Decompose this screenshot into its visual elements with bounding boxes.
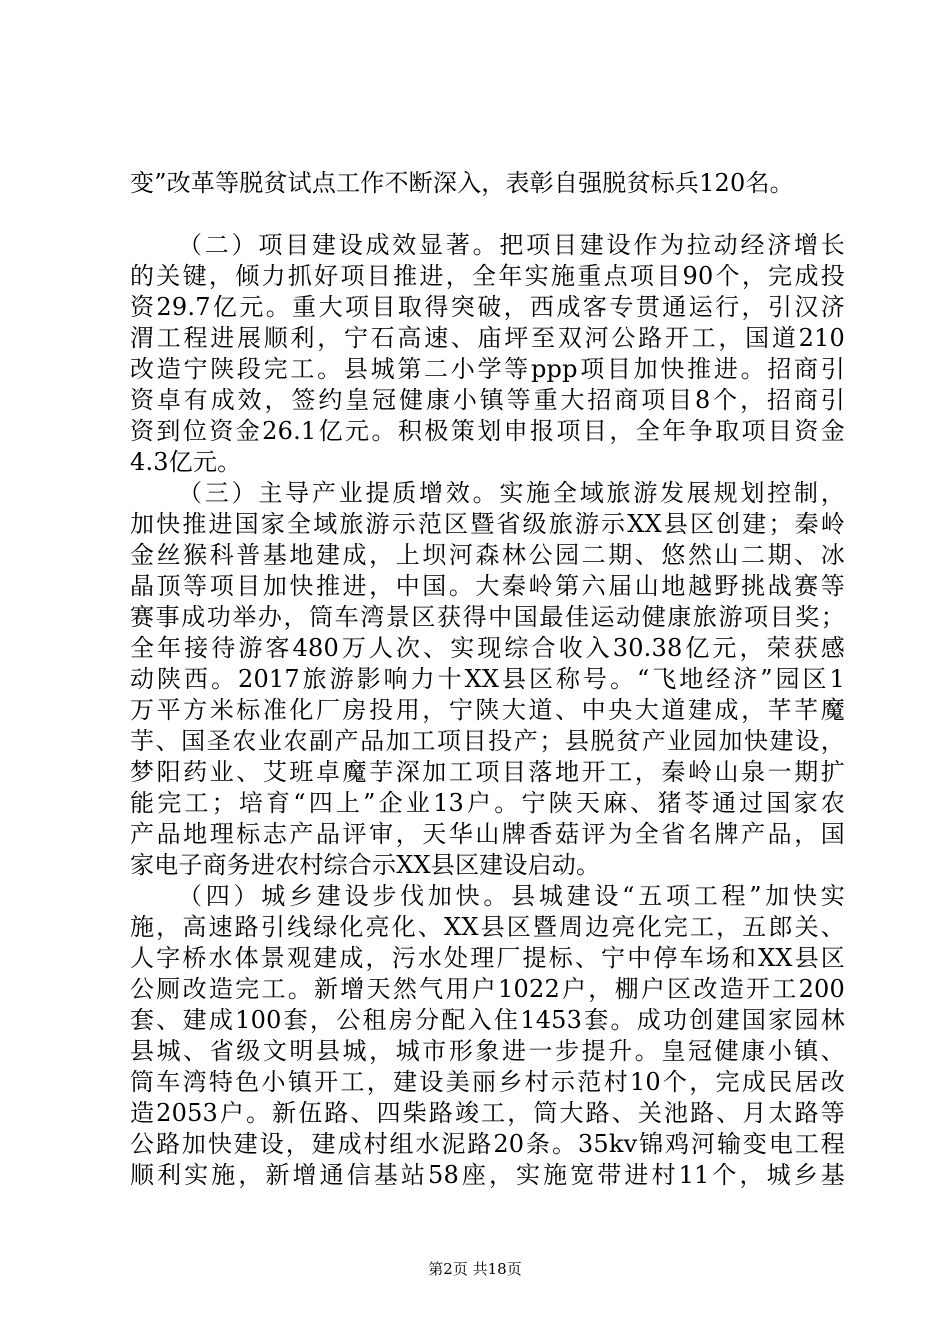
paragraph-project-construction — [130, 230, 845, 478]
text-line: 资到位资金26.1亿元。积极策划申报项目，全年争取项目资金 — [130, 417, 845, 445]
text-line: 动陕西。2017旅游影响力十XX县区称号。“飞地经济”园区1 — [130, 665, 845, 693]
text-line: 的关键，倾力抓好项目推进，全年实施重点项目90个，完成投 — [130, 262, 845, 290]
text-line: 4.3亿元。 — [130, 448, 242, 476]
text-line: （二）项目建设成效显著。把项目建设作为拉动经济增长 — [178, 231, 845, 259]
paragraph-gap — [130, 199, 845, 230]
paragraph-urban-rural-construction — [130, 881, 845, 1191]
text-line: （三）主导产业提质增效。实施全域旅游发展规划控制， — [178, 479, 845, 507]
text-line: 芋、国圣农业农副产品加工项目投产；县脱贫产业园加快建设， — [130, 727, 845, 755]
text-line: 县城、省级文明县城，城市形象进一步提升。皇冠健康小镇、 — [130, 1037, 845, 1065]
text-line: 造2053户。新伍路、四柴路竣工，筒大路、关池路、月太路等 — [130, 1099, 845, 1127]
text-line: 人字桥水体景观建成，污水处理厂提标、宁中停车场和XX县区 — [130, 944, 845, 972]
text-line: 产品地理标志产品评审，天华山牌香菇评为全省名牌产品，国 — [130, 820, 845, 848]
text-line: 晶顶等项目加快推进，中国。大秦岭第六届山地越野挑战赛等 — [130, 572, 845, 600]
text-line: 顺利实施，新增通信基站58座，实施宽带进村11个，城乡基 — [130, 1161, 845, 1189]
text-line: 能完工；培育“四上”企业13户。宁陕天麻、猪苓通过国家农 — [130, 789, 845, 817]
document-body — [130, 168, 845, 1191]
text-line: 梦阳药业、艾班卓魔芋深加工项目落地开工，秦岭山泉一期扩 — [130, 758, 845, 786]
text-line: 资29.7亿元。重大项目取得突破，西成客专贯通运行，引汉济 — [130, 293, 845, 321]
text-line: （四）城乡建设步伐加快。县城建设“五项工程”加快实 — [178, 882, 845, 910]
text-line: 公路加快建设，建成村组水泥路20条。35kv锦鸡河输变电工程 — [130, 1130, 845, 1158]
text-line: 金丝猴科普基地建成，上坝河森林公园二期、悠然山二期、冰 — [130, 541, 845, 569]
paragraph-leading-industries — [130, 478, 845, 881]
text-line: 赛事成功举办，筒车湾景区获得中国最佳运动健康旅游项目奖； — [130, 603, 845, 631]
text-line: 全年接待游客480万人次、实现综合收入30.38亿元，荣获感 — [130, 634, 845, 662]
text-line: 施，高速路引线绿化亮化、XX县区暨周边亮化完工，五郎关、 — [130, 913, 845, 941]
text-line: 公厕改造完工。新增天然气用户1022户，棚户区改造开工200 — [130, 975, 845, 1003]
text-line: 套、建成100套，公租房分配入住1453套。成功创建国家园林 — [130, 1006, 845, 1034]
text-line: 筒车湾特色小镇开工，建设美丽乡村示范村10个，完成民居改 — [130, 1068, 845, 1096]
text-line: 渭工程进展顺利，宁石高速、庙坪至双河公路开工，国道210 — [130, 324, 845, 352]
text-line: 改造宁陕段完工。县城第二小学等ppp项目加快推进。招商引 — [130, 355, 845, 383]
text-line: 万平方米标准化厂房投用，宁陕大道、中央大道建成，芊芊魔 — [130, 696, 845, 724]
text-line: 加快推进国家全域旅游示范区暨省级旅游示XX县区创建；秦岭 — [130, 510, 845, 538]
text-line: 变”改革等脱贫试点工作不断深入，表彰自强脱贫标兵120名。 — [130, 169, 794, 197]
paragraph-continuation — [130, 168, 845, 199]
text-line: 家电子商务进农村综合示XX县区建设启动。 — [130, 851, 601, 879]
text-line: 资卓有成效，签约皇冠健康小镇等重大招商项目8个，招商引 — [130, 386, 845, 414]
page-number-footer: 第2页 共18页 — [428, 1260, 522, 1278]
